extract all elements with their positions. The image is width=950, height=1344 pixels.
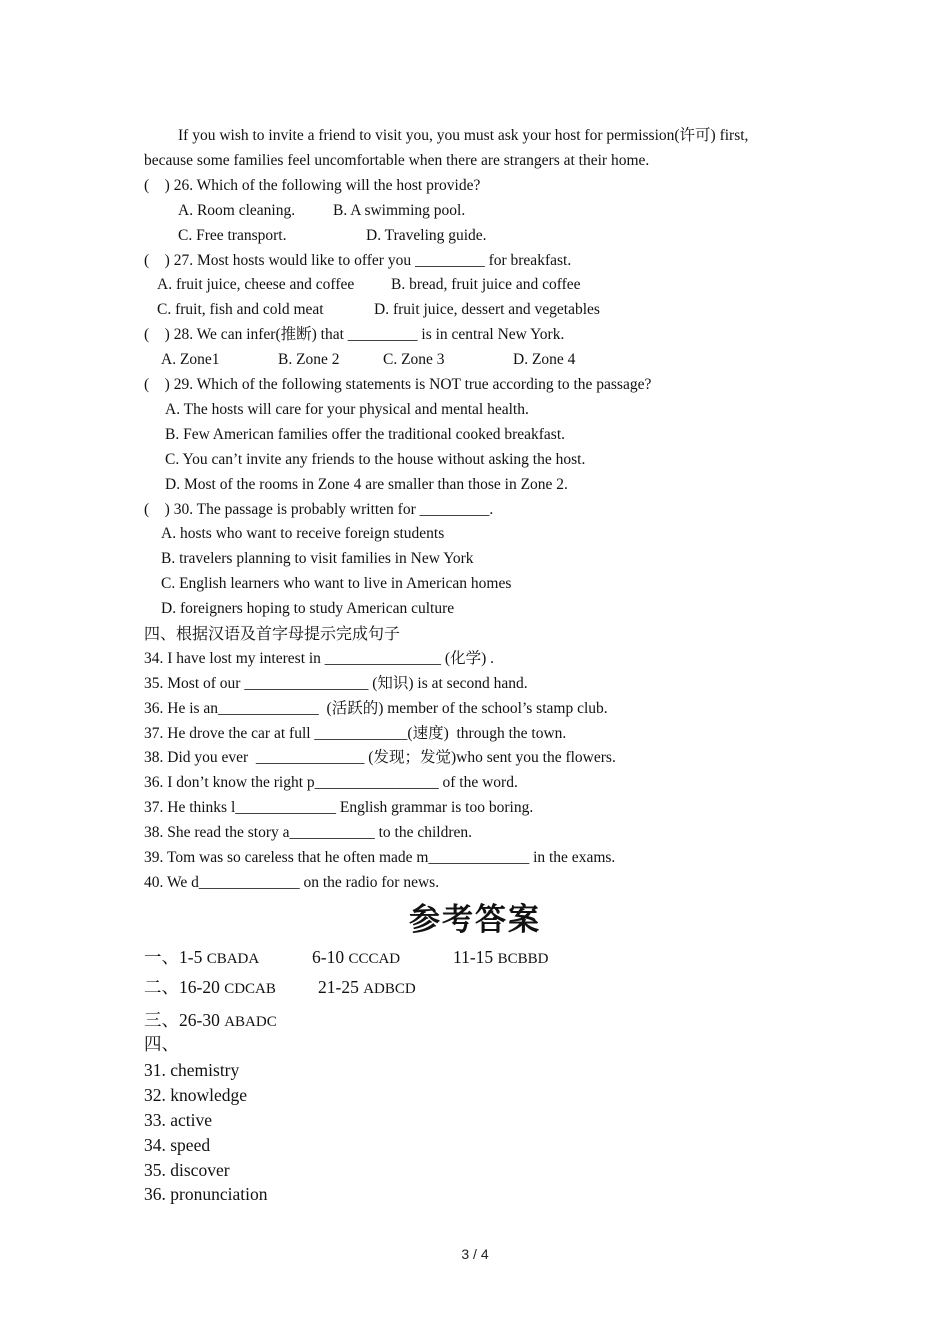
sentence-item: 39. Tom was so careless that he often made m_____________ in the exams. [144,849,616,866]
answer-keys: CBADA [206,951,260,967]
sentence-item: 34. I have lost my interest in _______________ (化学) . [144,650,494,667]
question-28-stem: ( ) 28. We can infer(推断) that _________ is in central New York. [144,326,565,343]
answer-group [318,976,416,1000]
page-number: 3 / 4 [461,1246,489,1262]
answer-keys: BCBBD [497,951,549,967]
sentence-item: 38. Did you ever ______________ (发现；发觉)who sent you the flowers. [144,749,616,766]
answer-part-label: 一、 [144,947,179,967]
fill-in-answer: 31. chemistry [144,1060,240,1080]
section-4-title: 四、根据汉语及首字母提示完成句子 [144,624,401,643]
passage-line: because some families feel uncomfortable when there are strangers at their home. [144,152,650,169]
sentence-item: 35. Most of our ________________ (知识) is at second hand. [144,675,528,692]
answer-row-1 [144,946,259,970]
answer-range: 16-20 [179,977,220,997]
question-27-stem: ( ) 27. Most hosts would like to offer you _________ for breakfast. [144,252,572,269]
answer-keys: CCCAD [348,951,401,967]
answer-part-label: 三、 [144,1010,179,1030]
question-28-option-a: A. Zone1 [161,351,220,368]
fill-in-answer: 33. active [144,1110,213,1130]
answer-row-3 [144,1009,277,1033]
question-30-option-c: C. English learners who want to live in American homes [161,575,512,592]
sentence-item: 36. He is an_____________ (活跃的) member of the school’s stamp club. [144,700,608,717]
answer-key-heading: 参考答案 [409,902,541,937]
answer-range: 1-5 [179,947,203,967]
answer-group [312,946,400,970]
answer-range: 6-10 [312,947,345,967]
question-28-option-b: B. Zone 2 [278,351,340,368]
answer-range: 21-25 [318,977,359,997]
question-29-option-a: A. The hosts will care for your physical and mental health. [165,401,529,418]
question-27-option-d: D. fruit juice, dessert and vegetables [374,301,600,318]
question-29-option-c: C. You can’t invite any friends to the house without asking the host. [165,451,586,468]
question-27-option-a: A. fruit juice, cheese and coffee [157,276,355,293]
sentence-item: 40. We d_____________ on the radio for news. [144,874,440,891]
answer-range: 11-15 [453,947,494,967]
question-26-option-d: D. Traveling guide. [366,227,487,244]
answer-range: 26-30 [179,1010,220,1030]
question-26-option-b: B. A swimming pool. [333,202,466,219]
sentence-item: 38. She read the story a___________ to the children. [144,824,473,841]
question-26-stem: ( ) 26. Which of the following will the host provide? [144,177,481,194]
passage-line: If you wish to invite a friend to visit you, you must ask your host for permission(许可) first, [178,127,749,144]
question-30-option-a: A. hosts who want to receive foreign students [161,525,445,542]
fill-in-answer: 32. knowledge [144,1085,248,1105]
answer-group [453,946,548,970]
fill-in-answer: 36. pronunciation [144,1184,268,1204]
sentence-item: 37. He drove the car at full ____________(速度) through the town. [144,725,567,742]
question-29-option-b: B. Few American families offer the traditional cooked breakfast. [165,426,565,443]
sentence-item: 36. I don’t know the right p________________ of the word. [144,774,518,791]
fill-in-answer: 35. discover [144,1160,230,1180]
fill-in-answer: 34. speed [144,1135,211,1155]
question-29-stem: ( ) 29. Which of the following statements is NOT true according to the passage? [144,376,652,393]
question-30-option-b: B. travelers planning to visit families in New York [161,550,474,567]
question-29-option-d: D. Most of the rooms in Zone 4 are smaller than those in Zone 2. [165,476,568,493]
question-27-option-c: C. fruit, fish and cold meat [157,301,324,318]
question-28-option-c: C. Zone 3 [383,351,445,368]
question-30-option-d: D. foreigners hoping to study American culture [161,600,455,617]
answer-row-4-label: 四、 [144,1034,179,1054]
answer-keys: ABADC [224,1014,277,1030]
answer-part-label: 二、 [144,977,179,997]
sentence-item: 37. He thinks l_____________ English grammar is too boring. [144,799,534,816]
question-27-option-b: B. bread, fruit juice and coffee [391,276,581,293]
answer-keys: ADBCD [363,981,416,997]
answer-row-2 [144,976,276,1000]
question-30-stem: ( ) 30. The passage is probably written for _________. [144,501,494,518]
question-26-option-c: C. Free transport. [178,227,287,244]
question-26-option-a: A. Room cleaning. [178,202,296,219]
answer-keys: CDCAB [224,981,276,997]
question-28-option-d: D. Zone 4 [513,351,576,368]
